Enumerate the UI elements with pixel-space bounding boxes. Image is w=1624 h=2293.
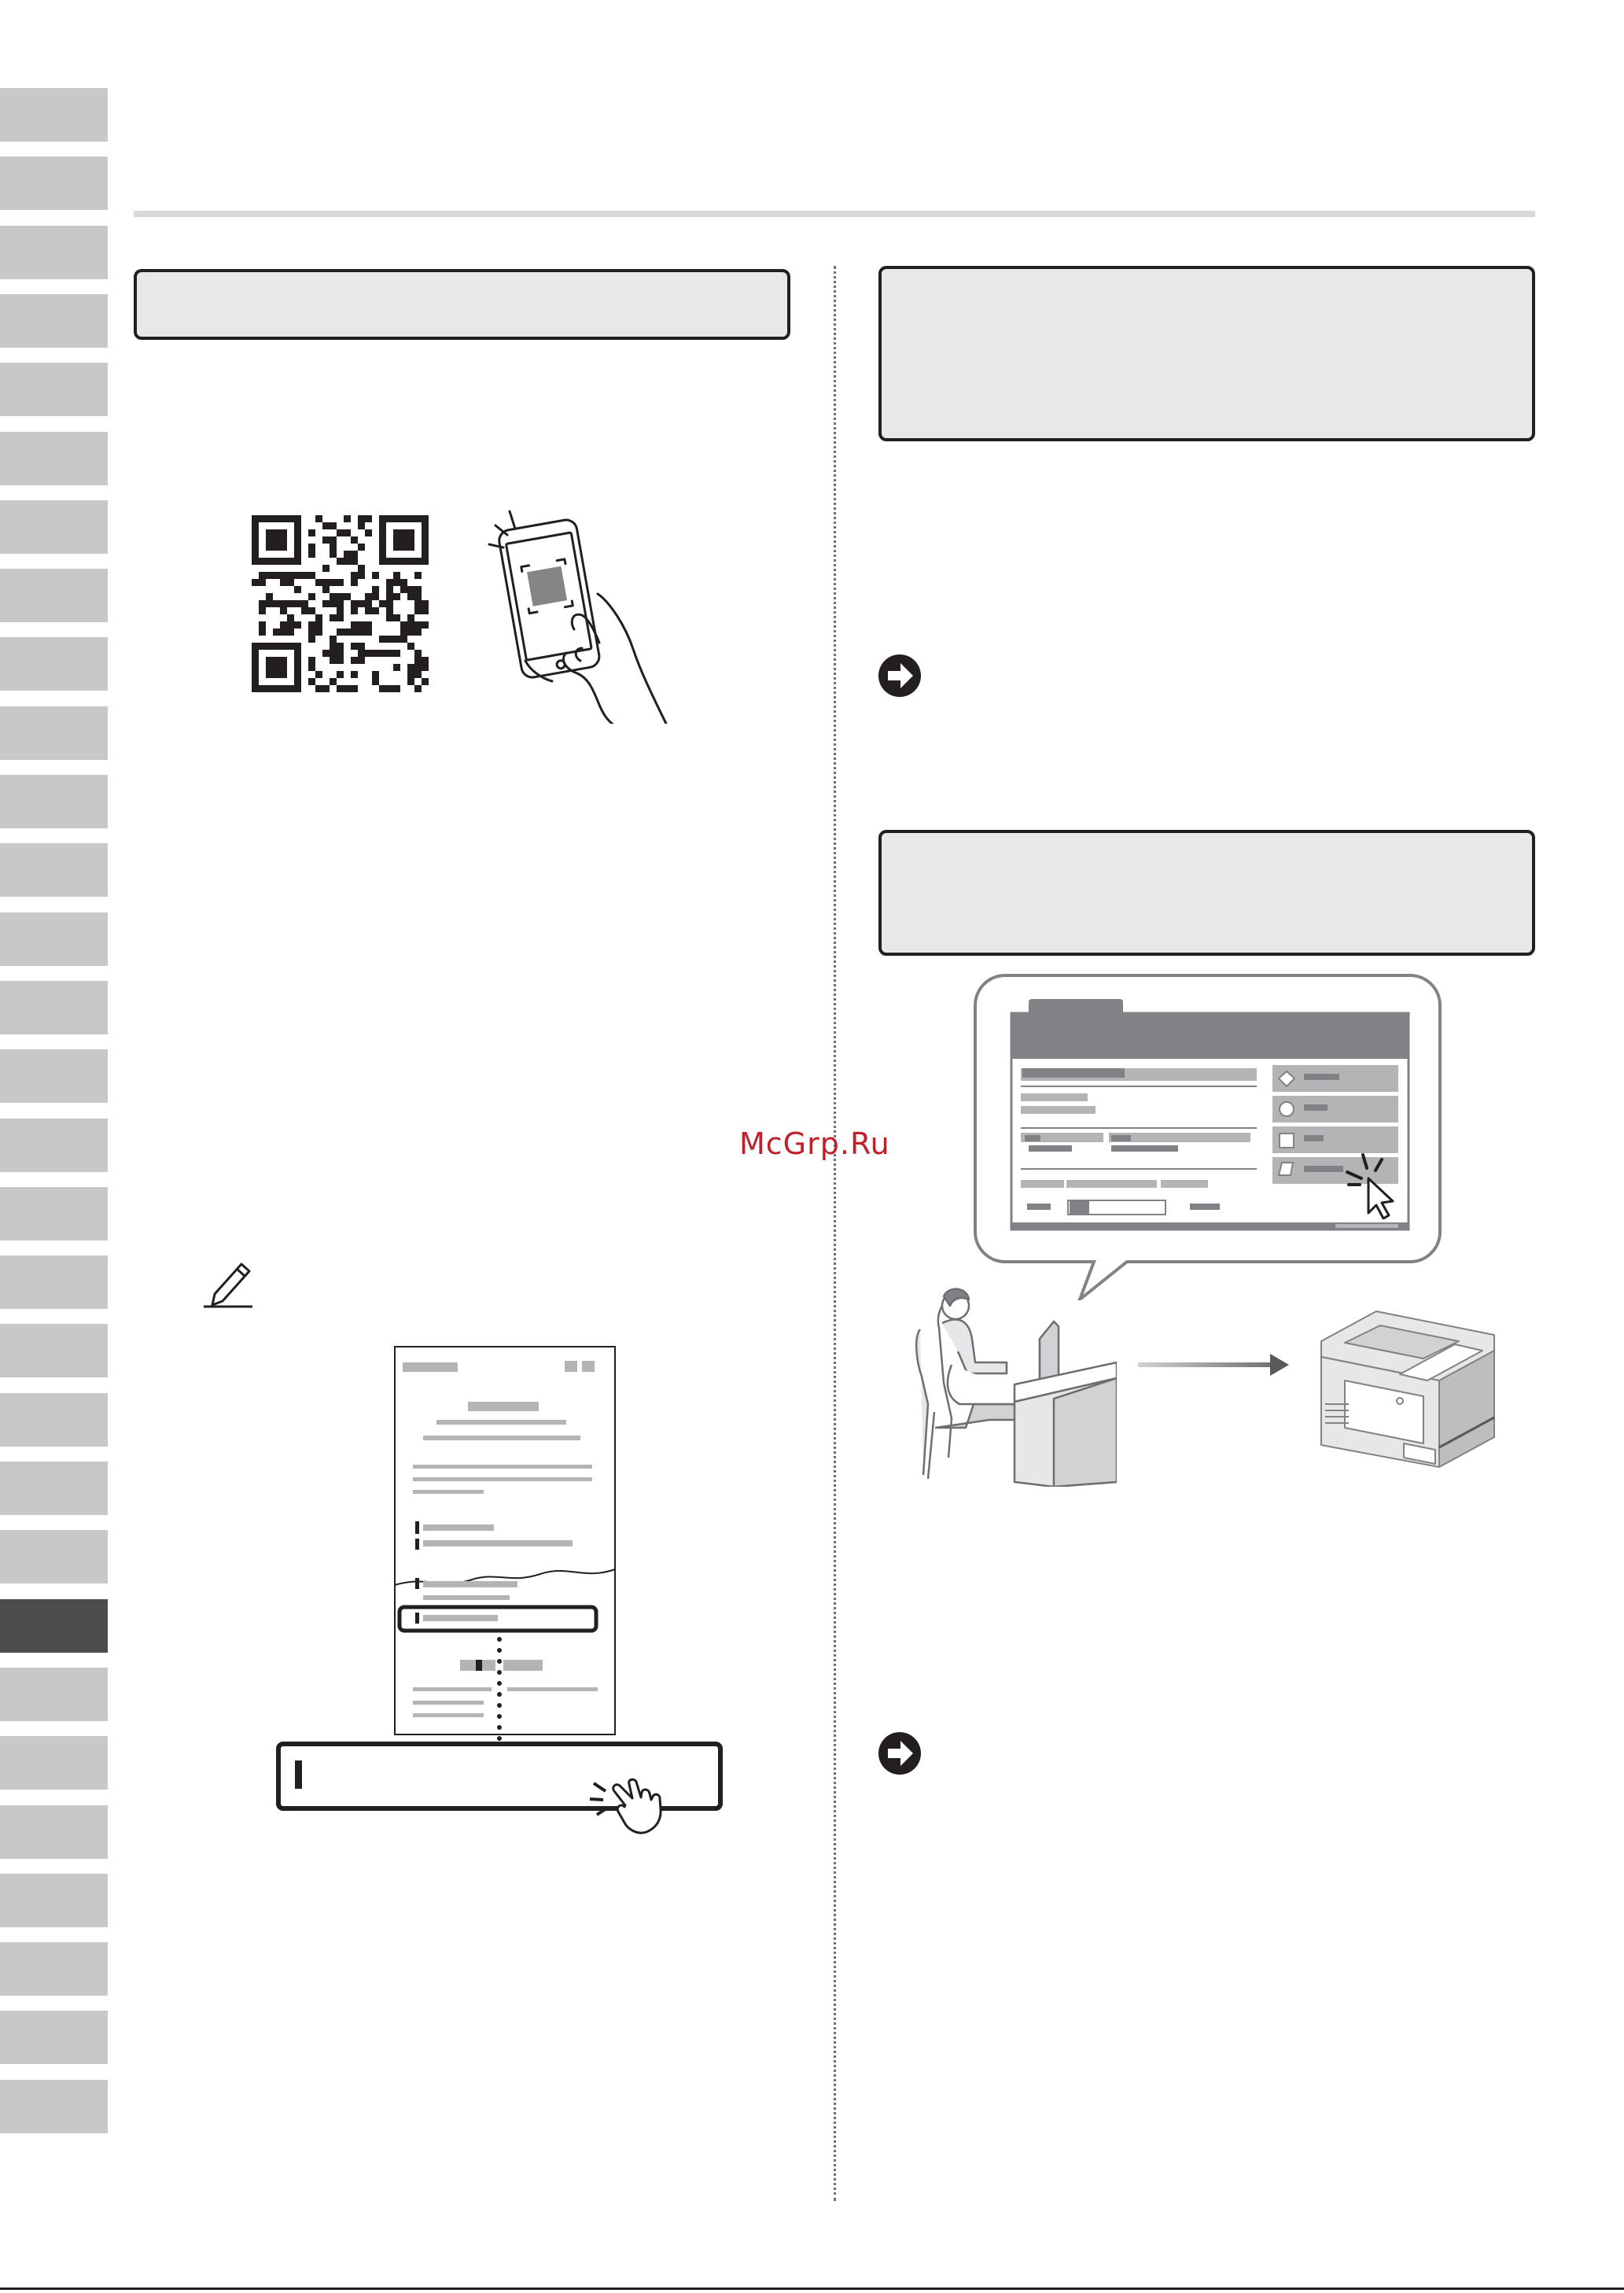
pencil-note-icon	[201, 1255, 256, 1310]
cursor-click-icon	[1341, 1148, 1404, 1219]
section-tab	[0, 569, 108, 622]
arrow-right-circle-icon	[877, 1731, 922, 1776]
section-tab	[0, 1324, 108, 1377]
section-tab	[0, 706, 108, 760]
section-tab	[0, 637, 108, 691]
section-tab	[0, 843, 108, 897]
user-at-computer-icon	[912, 1274, 1117, 1487]
pointer-hand-icon	[586, 1774, 676, 1845]
section-tab	[0, 1255, 108, 1309]
section-tab	[0, 1668, 108, 1721]
header-rule	[134, 211, 1535, 217]
section-tab	[0, 1736, 108, 1790]
arrow-right-circle-icon	[877, 653, 922, 699]
section-tab	[0, 1599, 108, 1653]
section-tab	[0, 2011, 108, 2064]
column-divider	[834, 266, 836, 2201]
section-tab	[0, 1462, 108, 1515]
speech-bubble	[974, 974, 1442, 1300]
section-tab	[0, 912, 108, 966]
section-tab	[0, 981, 108, 1034]
phone-scan-icon	[480, 503, 676, 724]
printer-icon	[1313, 1310, 1498, 1475]
section-tab	[0, 1187, 108, 1241]
section-tab	[0, 775, 108, 828]
section-tab	[0, 432, 108, 485]
section-tab	[0, 2080, 108, 2133]
section-tab	[0, 88, 108, 142]
section-tab	[0, 363, 108, 416]
section-tab	[0, 1393, 108, 1447]
section-tab	[0, 1119, 108, 1172]
section-tab	[0, 1805, 108, 1859]
right-heading-box-top	[878, 266, 1535, 441]
section-tab	[0, 1942, 108, 1996]
section-tab	[0, 1049, 108, 1103]
section-tab	[0, 226, 108, 279]
section-tab	[0, 500, 108, 554]
section-tab	[0, 157, 108, 210]
right-heading-box-middle	[878, 830, 1535, 956]
qr-code-icon	[252, 515, 429, 692]
document-illustration	[393, 1345, 617, 1742]
section-tab	[0, 1530, 108, 1583]
transfer-arrow	[1136, 1349, 1294, 1381]
section-tab	[0, 294, 108, 348]
section-tab	[0, 1874, 108, 1927]
left-heading-box	[134, 269, 790, 340]
watermark-text: McGrp.Ru	[739, 1126, 890, 1161]
footer-rule	[0, 2287, 1624, 2290]
